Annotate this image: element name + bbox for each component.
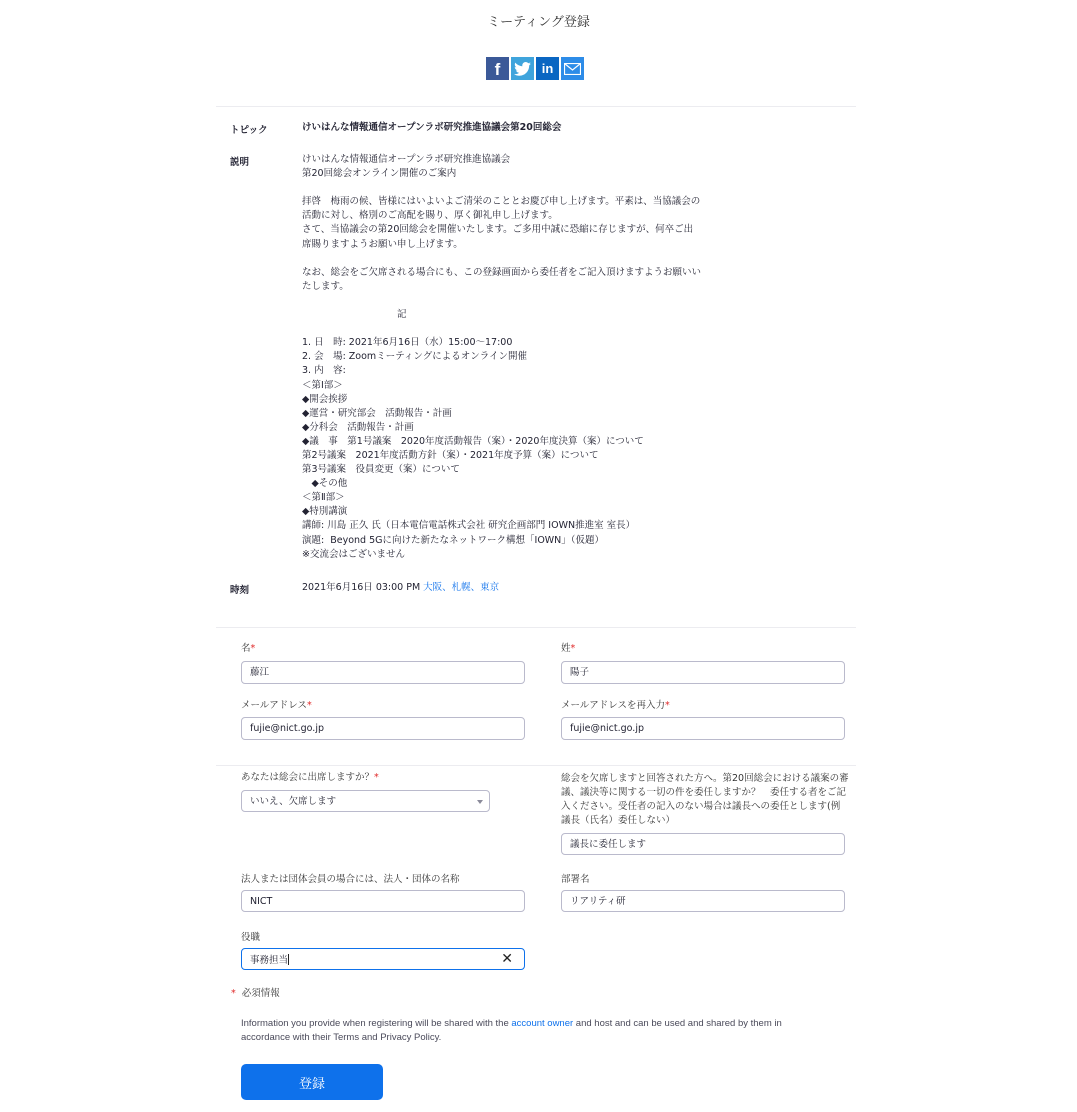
dept-input[interactable]: リアリティ研: [561, 890, 845, 912]
privacy-notice: Information you provide when registering will be shared with the account owner and host and can be used and shared by them in accordance with their Terms and Privacy Policy.: [241, 1018, 782, 1043]
description-text: [302, 153, 701, 562]
topic-label: トピック: [230, 125, 268, 136]
position-input-value: 事務担当: [250, 955, 289, 966]
description-line: 席賜りますようお願い申し上げます。: [302, 238, 463, 250]
description-line: [302, 294, 701, 308]
description-line: 第20回総会オンライン開催のご案内: [302, 168, 457, 180]
description-line: 講師: 川島 正久 氏（日本電信電話株式会社 研究企画部門 IOWN推進室 室長）: [302, 520, 636, 532]
description-line: なお、総会をご欠席される場合にも、この登録画面から委任者をご記入頂けますようお願いい: [302, 266, 702, 278]
description-line: [302, 252, 701, 266]
proxy-label-line: 総会を欠席しますと回答された方へ。第20回総会における議案の審: [561, 773, 849, 784]
twitter-icon[interactable]: [511, 57, 534, 80]
timezone-link[interactable]: 大阪、札幌、東京: [423, 582, 500, 593]
attend-select-value: いいえ、欠席します: [250, 796, 337, 807]
email-confirm-label: メールアドレスを再入力*: [561, 700, 670, 711]
description-line: ＜第Ⅰ部＞: [302, 379, 343, 391]
share-bar: [486, 57, 584, 80]
description-line: ※交流会はございません: [302, 548, 405, 560]
description-line: たします。: [302, 280, 349, 292]
description-line: 3. 内 容:: [302, 365, 346, 377]
proxy-label-line: 議長（氏名）委任しない）: [561, 815, 676, 826]
position-input[interactable]: [241, 948, 525, 970]
form-divider: [216, 765, 856, 766]
mid-divider: [216, 627, 856, 628]
description-line: ◆特別講演: [302, 506, 348, 518]
position-label: 役職: [241, 932, 261, 943]
proxy-label-line: 入ください。受任者の記入のない場合は議長への委任とします(例: [561, 801, 841, 812]
org-label: 法人または団体会員の場合には、法人・団体の名称: [241, 874, 460, 885]
description-line: ◆開会挨拶: [302, 393, 348, 405]
attend-label: あなたは総会に出席しますか？*: [241, 772, 379, 783]
proxy-input[interactable]: 議長に委任します: [561, 833, 845, 855]
description-line: ◆分科会 活動報告・計画: [302, 421, 414, 433]
description-line: 拝啓 梅雨の候、皆様にはいよいよご清栄のこととお慶び申し上げます。平素は、当協議会の: [302, 196, 701, 208]
proxy-label: [561, 772, 851, 828]
topic-value: けいはんな情報通信オープンラボ研究推進協議会第20回総会: [302, 122, 562, 133]
description-line: 2. 会 場: Zoomミーティングによるオンライン開催: [302, 351, 527, 363]
time-value: [302, 581, 499, 595]
required-note: * 必須情報: [231, 988, 280, 999]
time-text: 2021年6月16日 03:00 PM: [302, 582, 424, 593]
description-line: ◆運営・研究部会 活動報告・計画: [302, 407, 452, 419]
linkedin-icon[interactable]: in: [536, 57, 559, 80]
top-divider: [216, 106, 856, 107]
description-line: 第2号議案 2021年度活動方針（案）・2021年度予算（案）について: [302, 449, 599, 461]
description-line: けいはんな情報通信オープンラボ研究推進協議会: [302, 154, 511, 165]
description-line: 演題: Beyond 5Gに向けた新たなネットワーク構想「IOWN」（仮題）: [302, 534, 605, 546]
email-input[interactable]: fujie@nict.go.jp: [241, 717, 525, 740]
chevron-down-icon: [477, 800, 483, 804]
description-line: ＜第Ⅱ部＞: [302, 492, 345, 504]
first-name-label: 名*: [241, 643, 256, 654]
first-name-input[interactable]: 藤江: [241, 661, 525, 684]
page-title: ミーティング登録: [487, 15, 590, 30]
time-label: 時刻: [230, 585, 250, 596]
description-line: 第3号議案 役員変更（案）について: [302, 464, 460, 476]
facebook-icon[interactable]: f: [486, 57, 509, 80]
description-line: 記: [302, 309, 407, 321]
text-caret: [288, 954, 289, 965]
proxy-label-line: 議、議決等に関する一切の件を委任しますか？ 委任する者をご記: [561, 787, 847, 798]
description-line: さて、当協議会の第20回総会を開催いたします。ご多用中誠に恐縮に存じますが、何卒ご出: [302, 224, 694, 236]
register-button[interactable]: 登録: [241, 1064, 383, 1100]
dept-label: 部署名: [561, 874, 590, 885]
description-line: ◆議 事 第1号議案 2020年度活動報告（案）・2020年度決算（案）について: [302, 435, 644, 447]
clear-icon[interactable]: ✕: [501, 951, 513, 967]
last-name-input[interactable]: 陽子: [561, 661, 845, 684]
attend-select[interactable]: [241, 790, 490, 812]
description-line: [302, 322, 701, 336]
description-line: ◆その他: [302, 478, 348, 490]
account-owner-link[interactable]: account owner: [511, 1018, 574, 1029]
org-input[interactable]: NICT: [241, 890, 525, 912]
description-line: [302, 181, 701, 195]
email-confirm-input[interactable]: fujie@nict.go.jp: [561, 717, 845, 740]
description-line: 活動に対し、格別のご高配を賜り、厚く御礼申し上げます。: [302, 210, 558, 222]
last-name-label: 姓*: [561, 643, 576, 654]
email-label: メールアドレス*: [241, 700, 312, 711]
description-line: 1. 日 時: 2021年6月16日（水）15:00～17:00: [302, 337, 513, 349]
email-icon[interactable]: [561, 57, 584, 80]
description-label: 説明: [230, 157, 250, 168]
